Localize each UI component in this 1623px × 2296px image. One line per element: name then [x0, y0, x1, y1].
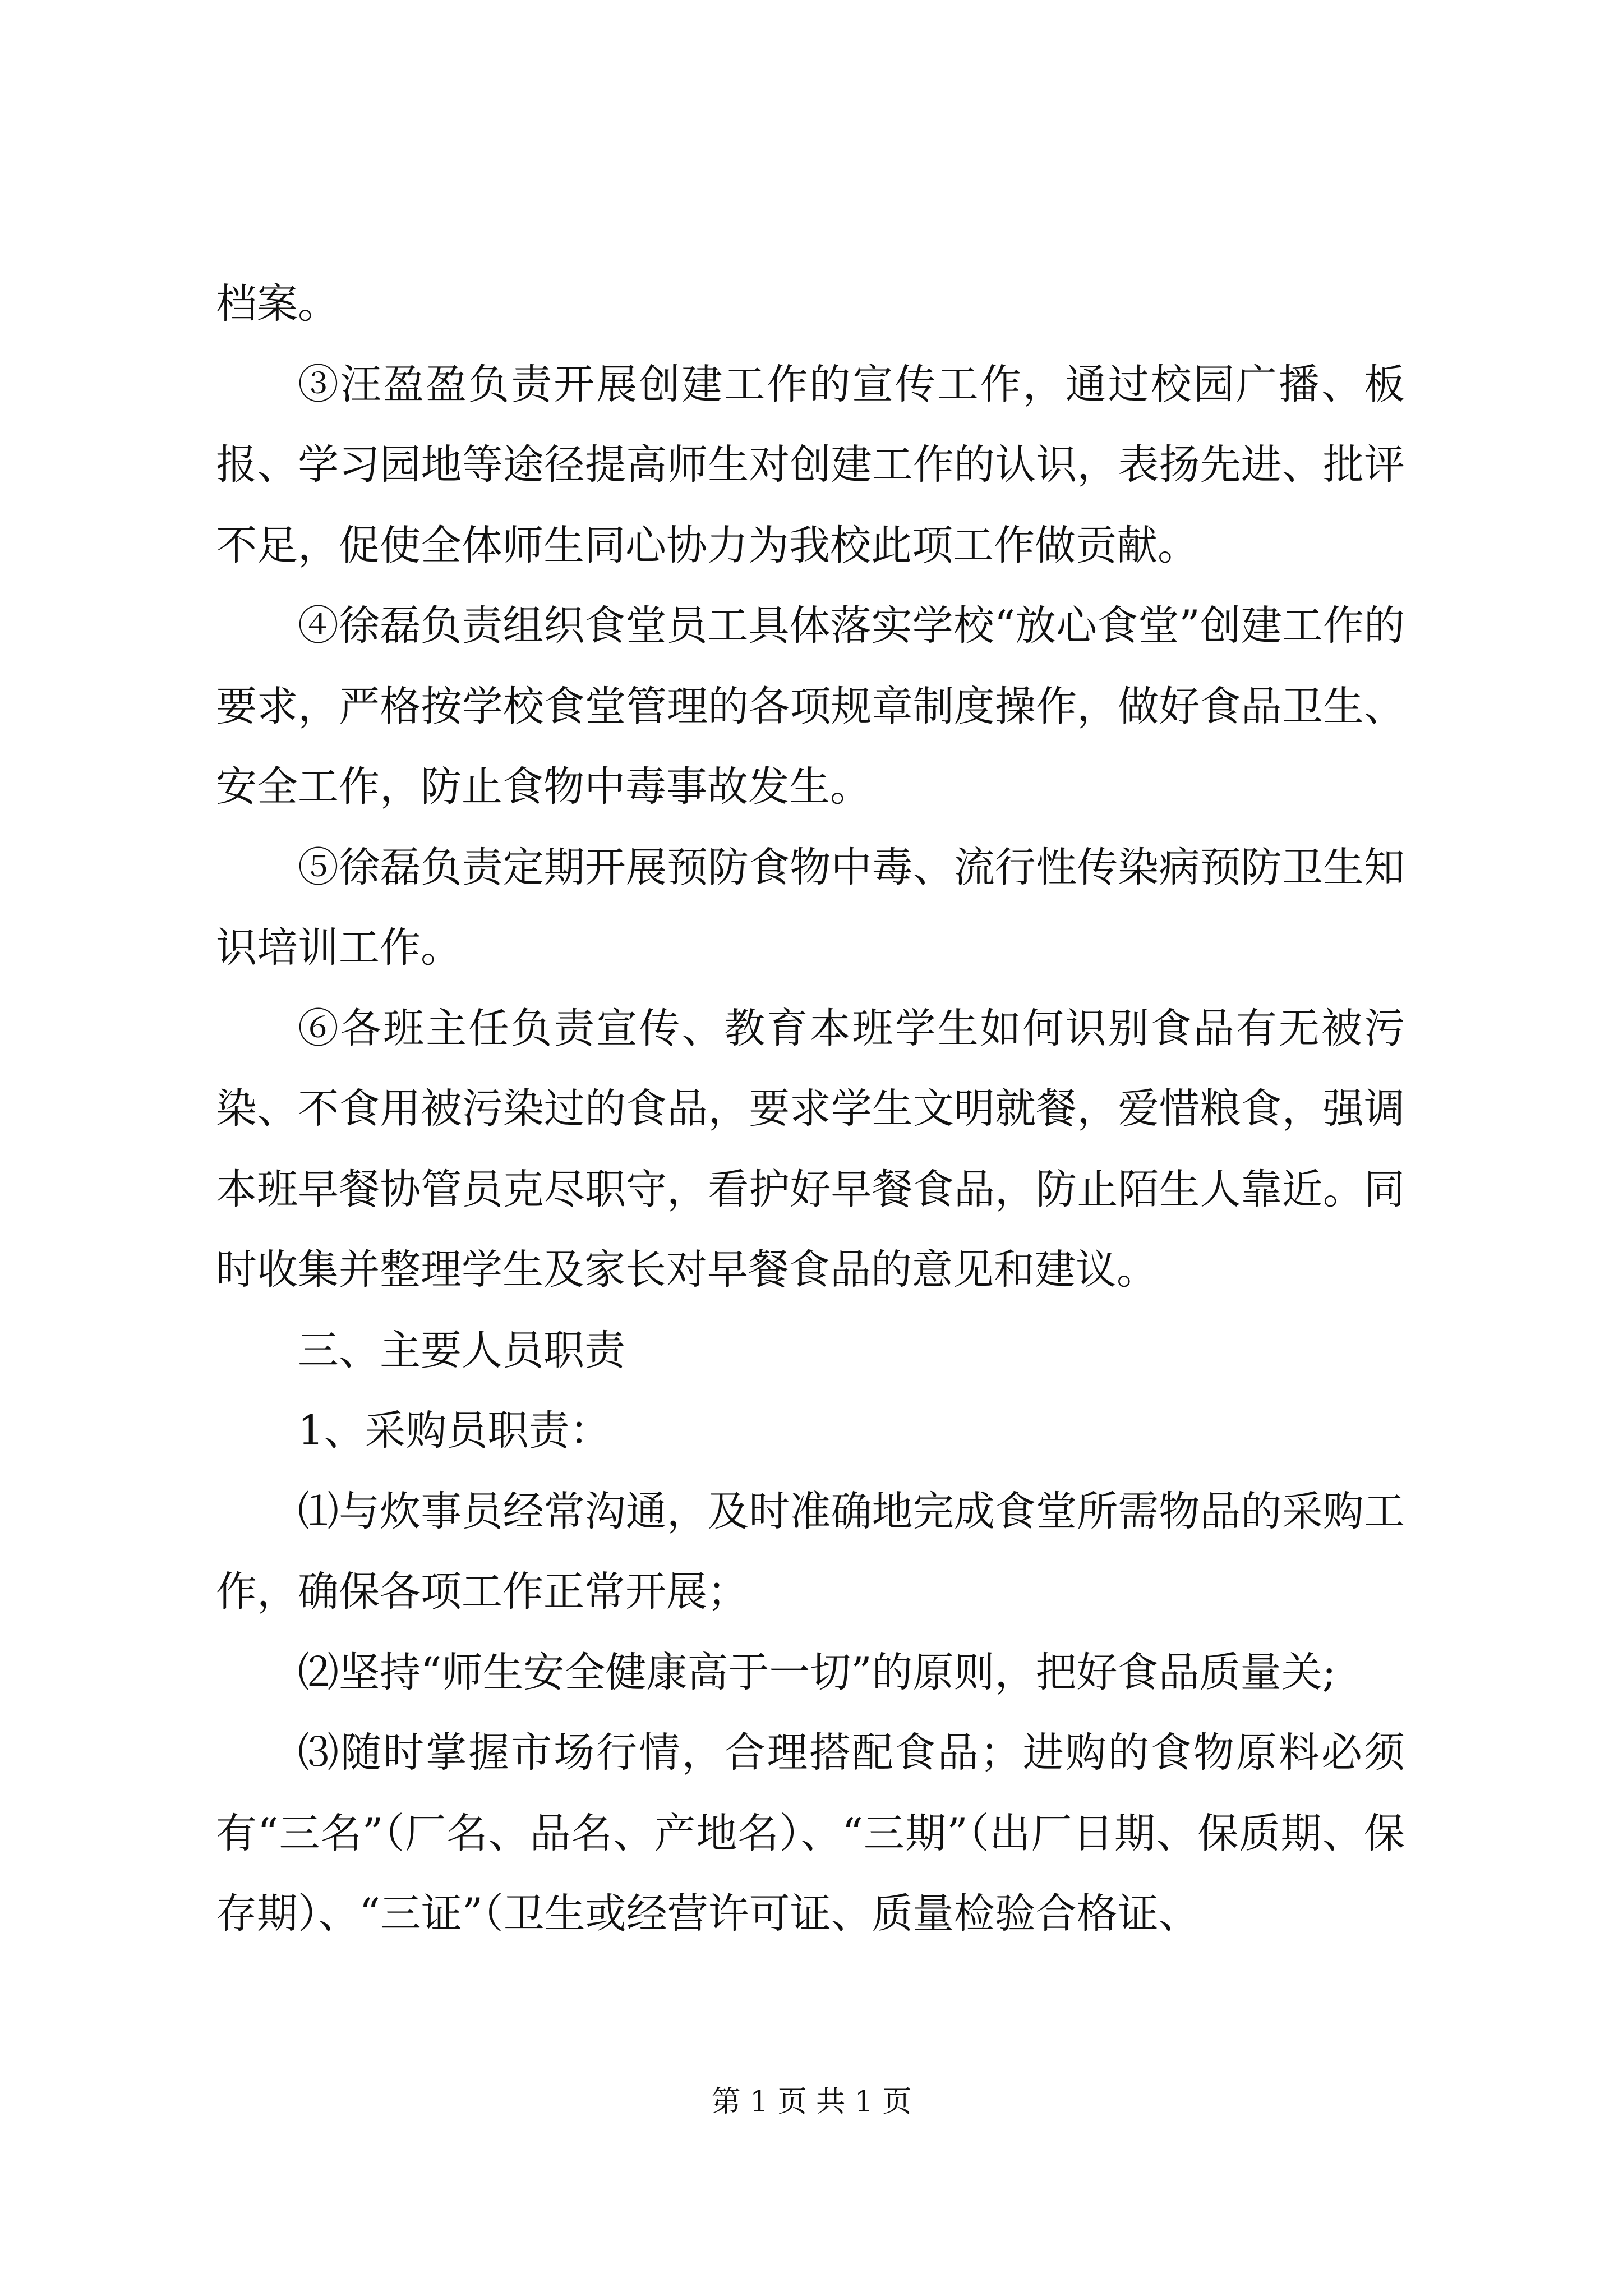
subsection-heading: 1、采购员职责：	[298, 1407, 611, 1455]
paragraph-2: ③汪盈盈负责开展创建工作的宣传工作，通过校园广播、板报、学习园地等途径提高师生对创建工作的认识，表扬先进、批评不足，促使全体师生同心协力为我校此项工作做贡献。	[216, 360, 1405, 569]
section-heading: 三、主要人员职责	[298, 1326, 625, 1374]
document-body	[216, 264, 1405, 1954]
paragraph-1: 档案。	[216, 280, 339, 328]
paragraph-10: ⑶随时掌握市场行情，合理搭配食品；进购的食物原料必须有“三名”（厂名、品名、产地名）、“三期”（出厂日期、保质期、保存期）、“三证”（卫生或经营许可证、质量检验合格证、	[216, 1729, 1405, 1938]
paragraph-5: ⑥各班主任负责宣传、教育本班学生如何识别食品有无被污染、不食用被污染过的食品，要求学生文明就餐，爱惜粮食，强调本班早餐协管员克尽职守，看护好早餐食品，防止陌生人靠近。同时收集并整理学生及家长对早餐食品的意见和建议。	[216, 1004, 1405, 1294]
paragraph-4: ⑤徐磊负责定期开展预防食物中毒、流行性传染病预防卫生知识培训工作。	[216, 843, 1405, 972]
paragraph-8: ⑴与炊事员经常沟通，及时准确地完成食堂所需物品的采购工作，确保各项工作正常开展；	[216, 1487, 1405, 1616]
paragraph-3: ④徐磊负责组织食堂员工具体落实学校“放心食堂”创建工作的要求，严格按学校食堂管理的各项规章制度操作，做好食品卫生、安全工作，防止食物中毒事故发生。	[216, 602, 1405, 811]
page-footer: 第 1 页 共 1 页	[711, 2085, 912, 2119]
paragraph-9: ⑵坚持“师生安全健康高于一切”的原则，把好食品质量关;	[298, 1648, 1336, 1696]
